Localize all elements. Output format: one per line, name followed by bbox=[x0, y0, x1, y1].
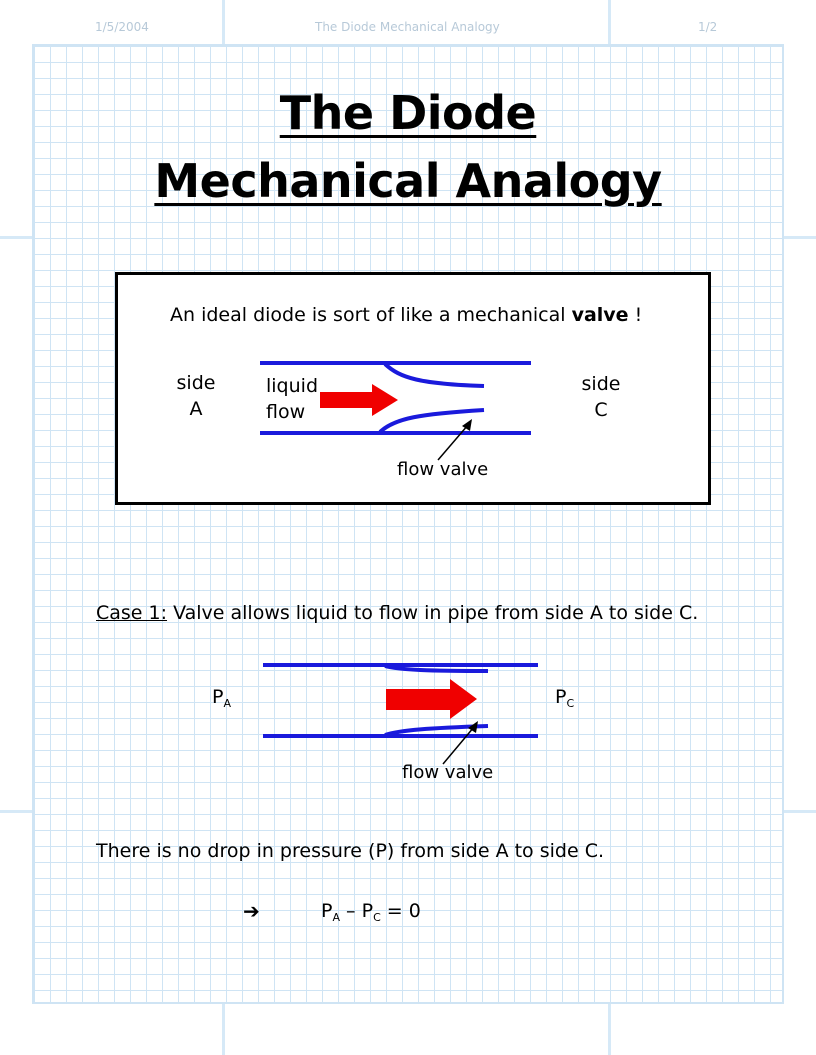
implies-arrow-icon: ➔ bbox=[243, 899, 260, 923]
header-title: The Diode Mechanical Analogy bbox=[315, 20, 500, 34]
pressure-equation bbox=[321, 900, 421, 924]
subscript-a: A bbox=[332, 911, 340, 924]
side-c-letter: C bbox=[594, 399, 608, 421]
case1-statement bbox=[96, 602, 698, 624]
valve-pointer-line bbox=[443, 727, 474, 764]
pressure-symbol: P bbox=[555, 686, 567, 708]
page-title-line2: Mechanical Analogy bbox=[154, 154, 662, 208]
pressure-symbol: P bbox=[212, 686, 224, 708]
pressure-symbol: P bbox=[361, 900, 374, 922]
subscript-c: C bbox=[373, 911, 381, 924]
conclusion-text: There is no drop in pressure (P) from side A to side C. bbox=[96, 840, 604, 862]
pressure-symbol: P bbox=[321, 900, 333, 922]
intro-suffix: ! bbox=[628, 304, 643, 326]
pressure-a-label bbox=[212, 686, 231, 710]
pressure-c-label bbox=[555, 686, 574, 710]
case1-label: Case 1: bbox=[96, 602, 168, 624]
valve-pointer-line bbox=[438, 425, 468, 460]
flow-valve-label: flow valve bbox=[397, 459, 489, 480]
side-a-letter: A bbox=[189, 398, 203, 420]
flow-valve-label-2: flow valve bbox=[402, 762, 494, 783]
valve-pointer-head bbox=[468, 721, 478, 733]
valve-flap-top bbox=[385, 364, 484, 386]
side-c-word: side bbox=[581, 373, 621, 395]
pipe-diagram-1 bbox=[260, 363, 531, 460]
equals-zero: = 0 bbox=[380, 900, 421, 922]
liquid-word: liquid bbox=[266, 375, 318, 397]
header-page-number: 1/2 bbox=[698, 20, 718, 34]
subscript-c: C bbox=[566, 697, 575, 710]
subscript-a: A bbox=[223, 697, 231, 710]
header-date: 1/5/2004 bbox=[95, 20, 149, 34]
side-a-word: side bbox=[176, 372, 216, 394]
flow-arrow bbox=[320, 384, 398, 416]
intro-prefix: An ideal diode is sort of like a mechanical bbox=[170, 304, 572, 326]
flow-arrow bbox=[386, 679, 477, 719]
minus-sign: – bbox=[340, 900, 362, 922]
pipe-diagram-2 bbox=[263, 665, 538, 764]
intro-bold-word: valve bbox=[571, 304, 629, 326]
case1-text: Valve allows liquid to flow in pipe from side A to side C. bbox=[167, 602, 699, 624]
flow-word: flow bbox=[266, 401, 306, 423]
page-title-line1: The Diode bbox=[279, 86, 537, 140]
